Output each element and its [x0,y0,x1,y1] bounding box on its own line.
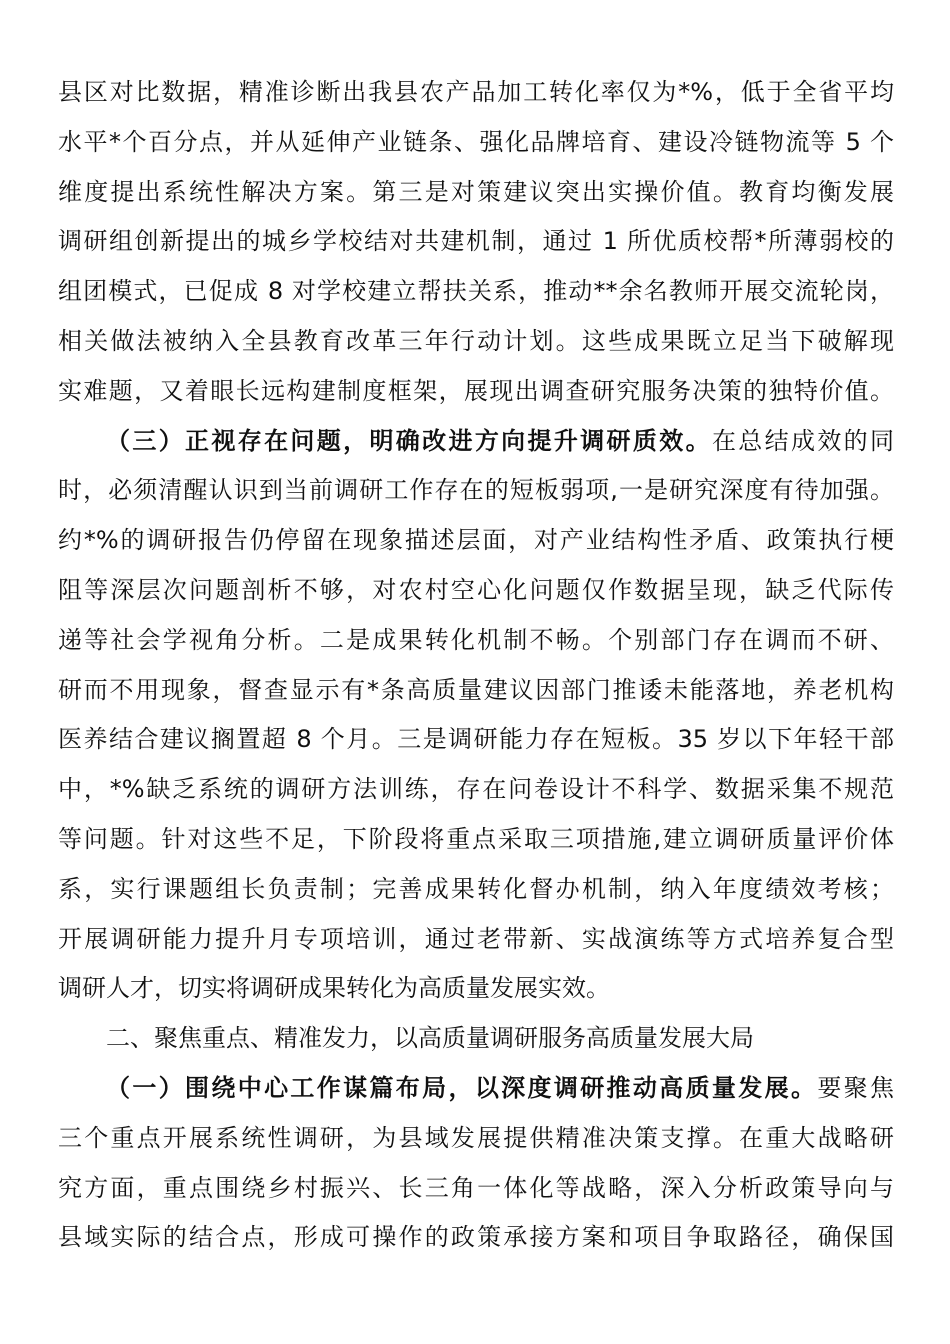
paragraph-focus [58,1064,894,1263]
text-line: 水平*个百分点，并从延伸产业链条、强化品牌培育、建设冷链物流等 5 个 [58,127,894,156]
paragraph-research-results [58,68,894,417]
text-line: 约*%的调研报告仍停留在现象描述层面，对产业结构性矛盾、政策执行梗 [58,526,894,555]
text-line: 研而不用现象，督查显示有*条高质量建议因部门推诿未能落地，养老机构 [58,675,894,704]
text-span: 在总结成效的同 [711,426,894,455]
paragraph-heading-bold: （三）正视存在问题，明确改进方向提升调研质效。 [106,426,712,455]
text-line: 阻等深层次问题剖析不够，对农村空心化问题仅作数据呈现，缺乏代际传 [58,575,894,604]
text-line: 中，*%缺乏系统的调研方法训练，存在问卷设计不科学、数据采集不规范 [58,775,894,804]
text-line: 三个重点开展系统性调研，为县域发展提供精准决策支撑。在重大战略研 [58,1123,894,1152]
text-line: 维度提出系统性解决方案。第三是对策建议突出实操价值。教育均衡发展 [58,177,894,206]
text-line: 县域实际的结合点，形成可操作的政策承接方案和项目争取路径，确保国 [58,1223,894,1252]
text-line: 实难题，又着眼长远构建制度框架，展现出调查研究服务决策的独特价值。 [58,376,894,405]
text-line [58,417,894,467]
section-heading: 二、聚焦重点、精准发力，以高质量调研服务高质量发展大局 [106,1024,754,1053]
text-line: 县区对比数据，精准诊断出我县农产品加工转化率仅为*%，低于全省平均 [58,78,894,106]
text-line: 递等社会学视角分析。二是成果转化机制不畅。个别部门存在调而不研、 [58,625,894,654]
text-line: 组团模式，已促成 8 对学校建立帮扶关系，推动**余名教师开展交流轮岗， [58,277,894,306]
text-line: 系，实行课题组长负责制；完善成果转化督办机制，纳入年度绩效考核； [58,874,894,903]
text-line: 调研人才，切实将调研成果转化为高质量发展实效。 [58,974,610,1003]
text-line: 究方面，重点围绕乡村振兴、长三角一体化等战略，深入分析政策导向与 [58,1173,894,1202]
text-line [58,1064,894,1114]
text-line: 相关做法被纳入全县教育改革三年行动计划。这些成果既立足当下破解现 [58,326,894,355]
text-span: 要聚焦 [817,1073,894,1102]
text-line: 等问题。针对这些不足，下阶段将重点采取三项措施,建立调研质量评价体 [58,824,894,853]
text-line: 开展调研能力提升月专项培训，通过老带新、实战演练等方式培养复合型 [58,924,894,953]
text-line: 时，必须清醒认识到当前调研工作存在的短板弱项,一是研究深度有待加强。 [58,476,894,505]
paragraph-heading-bold: （一）围绕中心工作谋篇布局，以深度调研推动高质量发展。 [106,1073,818,1102]
paragraph-problems [58,417,894,1015]
document-page [58,68,894,1263]
text-line: 调研组创新提出的城乡学校结对共建机制，通过 1 所优质校帮*所薄弱校的 [58,227,894,256]
text-line: 医养结合建议搁置超 8 个月。三是调研能力存在短板。35 岁以下年轻干部 [58,725,894,754]
